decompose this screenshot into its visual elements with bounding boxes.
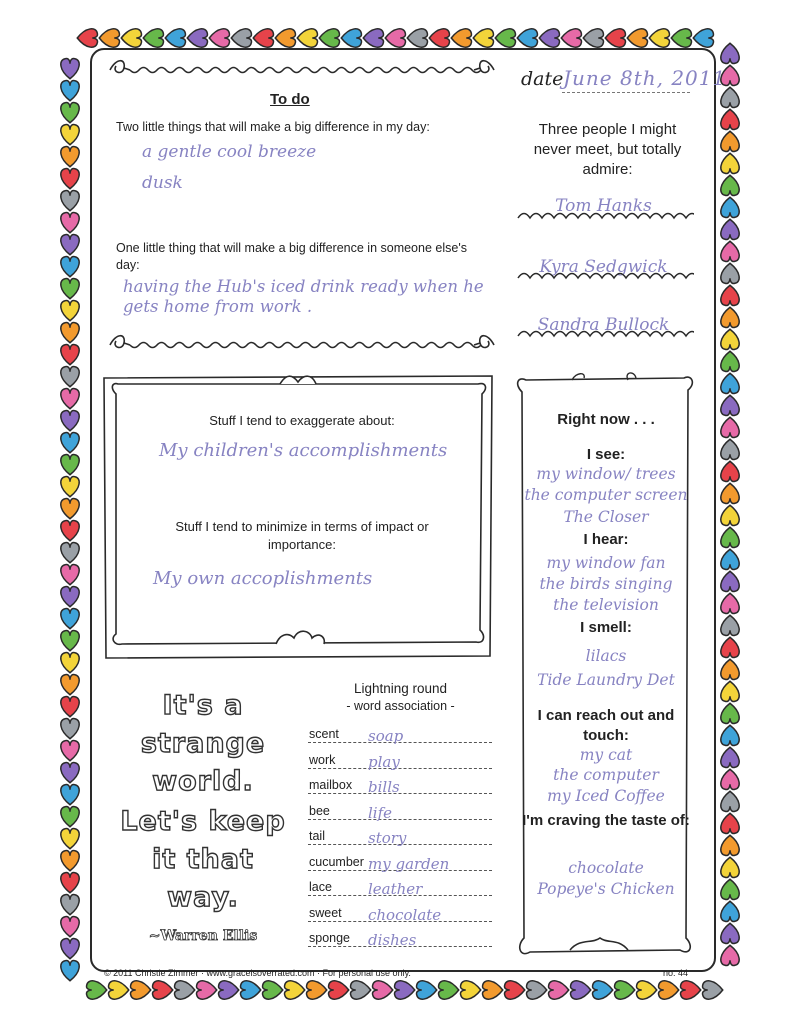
border-heart xyxy=(593,981,613,999)
border-heart xyxy=(61,235,79,255)
border-heart xyxy=(721,439,739,459)
border-heart xyxy=(429,29,449,47)
border-heart xyxy=(61,455,79,475)
smell-label: I smell: xyxy=(580,619,632,636)
border-heart xyxy=(721,879,739,899)
border-heart xyxy=(61,939,79,959)
lightning-row xyxy=(308,873,492,896)
border-heart xyxy=(373,981,393,999)
quote-line-6: way. xyxy=(167,882,239,913)
todo-answer-self-2: dusk xyxy=(142,173,183,193)
border-heart xyxy=(209,29,229,47)
border-heart xyxy=(721,43,739,63)
todo-prompt-self: Two little things that will make a big difference in my day: xyxy=(116,120,430,134)
border-heart xyxy=(61,719,79,739)
lightning-row xyxy=(308,899,492,922)
border-heart xyxy=(721,219,739,239)
exaggerate-prompt: Stuff I tend to exaggerate about: xyxy=(209,413,395,428)
border-heart xyxy=(61,59,79,79)
lightning-word: tail xyxy=(309,829,325,843)
border-heart xyxy=(721,857,739,877)
touch-label: I can reach out and touch: xyxy=(537,707,675,744)
border-heart xyxy=(473,29,493,47)
border-heart xyxy=(61,433,79,453)
date-value: June 8th, 2011 xyxy=(563,66,727,90)
border-heart xyxy=(61,609,79,629)
border-heart xyxy=(61,323,79,343)
taste-item-2: Popeye's Chicken xyxy=(537,880,675,898)
date-line xyxy=(562,92,690,93)
border-heart xyxy=(721,791,739,811)
border-heart xyxy=(61,367,79,387)
border-heart xyxy=(197,981,217,999)
border-heart xyxy=(61,873,79,893)
quote-line-5: it that xyxy=(152,844,254,875)
touch-item-1: my cat xyxy=(579,746,633,764)
border-heart xyxy=(517,29,537,47)
border-heart xyxy=(61,213,79,233)
lightning-word: mailbox xyxy=(309,778,353,792)
border-heart xyxy=(61,191,79,211)
border-heart xyxy=(721,527,739,547)
lightning-title: Lightning round xyxy=(353,681,448,696)
border-heart xyxy=(131,981,151,999)
quote-line-4: Let's keep xyxy=(120,806,286,837)
border-heart xyxy=(721,769,739,789)
border-heart xyxy=(351,981,371,999)
border-heart xyxy=(527,981,547,999)
people-scallop-lines xyxy=(516,210,694,340)
border-heart xyxy=(721,373,739,393)
date-label: date xyxy=(521,68,564,90)
border-heart xyxy=(549,981,569,999)
border-heart xyxy=(721,703,739,723)
touch-item-2: the computer xyxy=(553,766,659,784)
border-heart xyxy=(721,505,739,525)
border-heart xyxy=(649,29,669,47)
lightning-answer: leather xyxy=(368,880,423,898)
border-heart xyxy=(721,285,739,305)
border-heart xyxy=(241,981,261,999)
lightning-answer: play xyxy=(368,752,400,771)
border-heart xyxy=(505,981,525,999)
border-heart xyxy=(721,637,739,657)
border-heart xyxy=(721,945,739,965)
border-heart xyxy=(99,29,119,47)
border-heart xyxy=(721,395,739,415)
border-heart xyxy=(721,483,739,503)
border-heart xyxy=(285,981,305,999)
border-heart xyxy=(61,653,79,673)
lightning-row xyxy=(308,848,492,871)
border-heart xyxy=(721,131,739,151)
border-heart xyxy=(61,279,79,299)
border-heart xyxy=(363,29,383,47)
border-heart xyxy=(721,659,739,679)
border-heart xyxy=(341,29,361,47)
person-2: Kyra Sedgwick xyxy=(539,257,668,277)
border-heart xyxy=(263,981,283,999)
border-heart xyxy=(61,411,79,431)
smell-item-2: Tide Laundry Det xyxy=(537,671,675,689)
border-heart xyxy=(721,197,739,217)
swirl-divider-bottom xyxy=(102,333,502,357)
border-heart xyxy=(605,29,625,47)
touch-item-3: my Iced Coffee xyxy=(547,787,665,805)
border-heart xyxy=(721,263,739,283)
quote-line-1: It's a xyxy=(162,690,244,721)
border-heart xyxy=(395,981,415,999)
border-heart xyxy=(721,549,739,569)
border-heart xyxy=(61,741,79,761)
border-heart xyxy=(187,29,207,47)
border-heart xyxy=(61,169,79,189)
border-heart xyxy=(61,345,79,365)
border-heart xyxy=(61,81,79,101)
lightning-word: scent xyxy=(309,727,339,741)
border-heart xyxy=(329,981,349,999)
hear-item-1: my window fan xyxy=(546,554,666,572)
border-heart xyxy=(637,981,657,999)
border-heart xyxy=(61,675,79,695)
lightning-answer: bills xyxy=(368,778,400,796)
lightning-answer: my garden xyxy=(368,854,450,873)
border-heart xyxy=(61,543,79,563)
lightning-answer: story xyxy=(368,829,407,847)
border-heart xyxy=(61,807,79,827)
border-heart xyxy=(61,301,79,321)
border-heart xyxy=(61,389,79,409)
border-heart xyxy=(231,29,251,47)
exaggerate-answer: My children's accomplishments xyxy=(159,440,448,461)
border-heart xyxy=(61,917,79,937)
border-heart xyxy=(721,461,739,481)
person-1: Tom Hanks xyxy=(555,196,652,216)
lightning-row xyxy=(308,822,492,845)
border-heart xyxy=(681,981,701,999)
border-heart xyxy=(721,747,739,767)
border-heart xyxy=(61,565,79,585)
border-heart xyxy=(297,29,317,47)
border-heart xyxy=(61,477,79,497)
border-heart xyxy=(417,981,437,999)
border-heart xyxy=(61,961,79,981)
border-heart xyxy=(721,87,739,107)
lightning-answer: soap xyxy=(368,727,404,745)
border-heart xyxy=(721,351,739,371)
hear-label: I hear: xyxy=(583,531,629,548)
border-heart xyxy=(721,175,739,195)
border-heart xyxy=(571,981,591,999)
border-heart xyxy=(319,29,339,47)
hear-item-3: the television xyxy=(553,596,659,614)
border-heart xyxy=(61,829,79,849)
border-heart xyxy=(153,981,173,999)
todo-answer-self-1: a gentle cool breeze xyxy=(142,142,317,162)
lightning-row xyxy=(308,720,492,743)
border-heart xyxy=(495,29,515,47)
right-now-title: Right now . . . xyxy=(557,411,655,428)
minimize-answer: My own accoplishments xyxy=(153,568,373,589)
border-heart xyxy=(721,417,739,437)
border-heart xyxy=(87,981,107,999)
border-heart xyxy=(61,631,79,651)
border-heart xyxy=(61,147,79,167)
border-heart xyxy=(109,981,129,999)
border-heart xyxy=(439,981,459,999)
border-heart xyxy=(539,29,559,47)
border-heart xyxy=(721,329,739,349)
border-heart xyxy=(61,103,79,123)
taste-item-1: chocolate xyxy=(568,859,644,877)
border-heart xyxy=(77,29,97,47)
border-heart xyxy=(721,725,739,745)
border-heart xyxy=(721,923,739,943)
people-prompt: Three people I might never meet, but totally admire: xyxy=(533,121,682,178)
lightning-row xyxy=(308,746,492,769)
border-heart xyxy=(703,981,723,999)
border-heart xyxy=(61,763,79,783)
lightning-word: lace xyxy=(309,880,332,894)
border-heart xyxy=(121,29,141,47)
border-heart xyxy=(721,901,739,921)
see-item-1: my window/ trees xyxy=(536,465,676,483)
border-heart xyxy=(175,981,195,999)
border-heart xyxy=(61,895,79,915)
border-heart xyxy=(307,981,327,999)
lightning-row xyxy=(308,924,492,947)
border-heart xyxy=(407,29,427,47)
lightning-word: cucumber xyxy=(309,854,364,869)
border-heart xyxy=(615,981,635,999)
border-heart xyxy=(659,981,679,999)
border-heart xyxy=(61,125,79,145)
todo-answer-other: having the Hub's iced drink ready when he gets home from work . xyxy=(123,277,484,316)
see-item-3: The Closer xyxy=(563,508,649,526)
lightning-subtitle: - word association - xyxy=(346,699,455,713)
border-heart xyxy=(61,521,79,541)
lightning-word: work xyxy=(309,752,336,767)
minimize-prompt: Stuff I tend to minimize in terms of impact or importance: xyxy=(175,519,429,552)
border-heart xyxy=(721,571,739,591)
border-heart xyxy=(165,29,185,47)
border-heart xyxy=(721,109,739,129)
lightning-row xyxy=(308,771,492,794)
border-heart xyxy=(721,153,739,173)
hear-item-2: the birds singing xyxy=(539,575,673,593)
border-heart xyxy=(693,29,713,47)
border-heart xyxy=(671,29,691,47)
border-heart xyxy=(721,615,739,635)
todo-title: To do xyxy=(270,91,310,108)
footer-page-number: no. 44 xyxy=(663,968,689,978)
lightning-answer: chocolate xyxy=(368,905,442,924)
border-heart xyxy=(561,29,581,47)
todo-prompt-other: One little thing that will make a big difference in someone else's day: xyxy=(116,241,467,272)
border-heart xyxy=(461,981,481,999)
border-heart xyxy=(61,587,79,607)
border-heart xyxy=(627,29,647,47)
border-heart xyxy=(721,681,739,701)
lightning-word: sweet xyxy=(309,905,342,920)
border-heart xyxy=(483,981,503,999)
border-heart xyxy=(721,593,739,613)
border-heart xyxy=(275,29,295,47)
border-heart xyxy=(61,257,79,277)
border-heart xyxy=(721,241,739,261)
border-heart xyxy=(385,29,405,47)
person-3: Sandra Bullock xyxy=(537,315,670,335)
see-item-2: the computer screen xyxy=(524,486,688,504)
lightning-word: bee xyxy=(309,803,330,818)
quote-author: ~Warren Ellis xyxy=(148,928,258,944)
border-heart xyxy=(61,851,79,871)
lightning-word: sponge xyxy=(309,931,351,945)
quote-line-2: strange xyxy=(140,728,266,759)
border-heart xyxy=(219,981,239,999)
quote-line-3: world. xyxy=(152,766,254,797)
border-heart xyxy=(143,29,163,47)
border-heart xyxy=(721,307,739,327)
taste-label: I'm craving the taste of: xyxy=(522,812,690,829)
lightning-answer: dishes xyxy=(368,931,417,949)
border-heart xyxy=(61,499,79,519)
swirl-divider-top xyxy=(102,58,502,82)
border-heart xyxy=(451,29,471,47)
lightning-row xyxy=(308,797,492,820)
border-heart xyxy=(583,29,603,47)
border-heart xyxy=(61,785,79,805)
border-heart xyxy=(721,813,739,833)
border-heart xyxy=(253,29,273,47)
smell-item-1: lilacs xyxy=(585,647,627,665)
lightning-answer: life xyxy=(368,803,393,822)
border-heart xyxy=(721,835,739,855)
footer-copyright: © 2011 Christie Zimmer · www.graceisoverrated.com · For personal use only. xyxy=(104,968,411,978)
border-heart xyxy=(61,697,79,717)
see-label: I see: xyxy=(586,446,626,463)
